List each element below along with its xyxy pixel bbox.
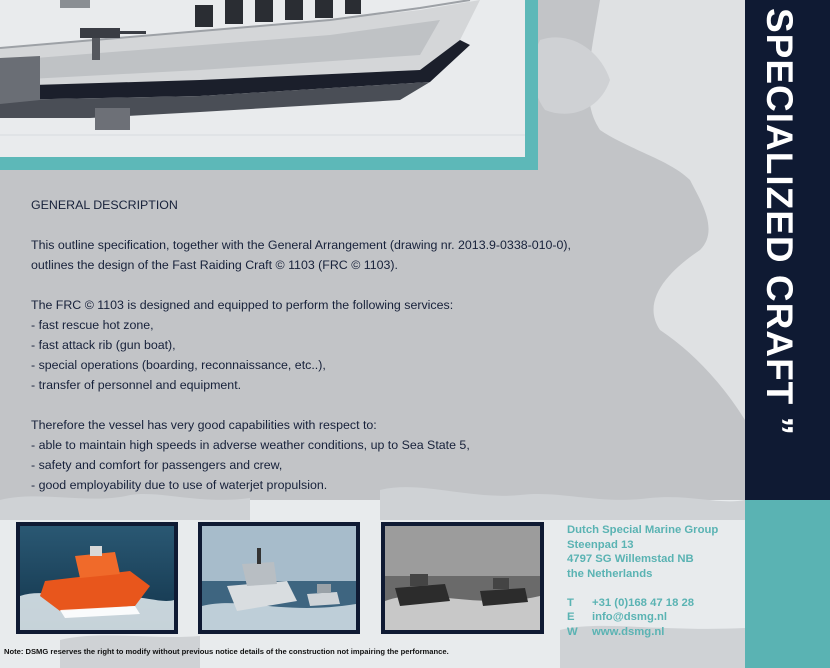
boat-3d-illustration: [0, 0, 525, 157]
orange-rescue-boat-image: [20, 526, 174, 630]
black-white-boats-image: [385, 526, 540, 630]
general-description: [31, 195, 571, 495]
services-intro: The FRC © 1103 is designed and equipped to perform the following services:: [31, 298, 454, 312]
description-heading: GENERAL DESCRIPTION: [31, 198, 178, 212]
service-item: - fast attack rib (gun boat),: [31, 338, 176, 352]
contact-block: [567, 523, 718, 639]
description-intro-line: outlines the design of the Fast Raiding Craft © 1103 (FRC © 1103).: [31, 258, 398, 272]
service-item: - fast rescue hot zone,: [31, 318, 154, 332]
boat-render: [0, 0, 525, 157]
capability-item: - able to maintain high speeds in adverse weather conditions, up to Sea State 5,: [31, 438, 470, 452]
web-label: W: [567, 625, 578, 638]
description-intro-line: This outline specification, together with the General Arrangement (drawing nr. 2013.9-0338-010-0),: [31, 238, 571, 252]
email-link[interactable]: info@dsmg.nl: [592, 611, 668, 623]
email-row: [567, 610, 718, 625]
side-title: SPECIALIZED CRAFT ”: [759, 8, 800, 437]
website-link[interactable]: www.dsmg.nl: [592, 625, 665, 638]
photo-orange-boat: [16, 522, 178, 634]
phone-label: T: [567, 596, 574, 609]
grey-patrol-boats-image: [202, 526, 356, 630]
photo-grey-boats: [198, 522, 360, 634]
service-item: - special operations (boarding, reconnaissance, etc..),: [31, 358, 326, 372]
boat-render-frame: [0, 0, 538, 170]
email-label: E: [567, 611, 575, 623]
capabilities-intro: Therefore the vessel has very good capabilities with respect to:: [31, 418, 377, 432]
photo-bw-boats: [381, 522, 544, 634]
service-item: - transfer of personnel and equipment.: [31, 378, 242, 392]
footer-note: Note: DSMG reserves the right to modify without previous notice details of the construction not impairing the performance.: [4, 647, 449, 656]
address-country: the Netherlands: [567, 567, 653, 580]
side-title-wrap: [745, 0, 830, 500]
web-row: [567, 625, 718, 640]
address-city: 4797 SG Willemstad NB: [567, 553, 694, 565]
phone-row: [567, 596, 718, 611]
capability-item: - safety and comfort for passengers and crew,: [31, 458, 283, 472]
address-street: Steenpad 13: [567, 538, 634, 551]
phone-number: +31 (0)168 47 18 28: [592, 596, 695, 609]
capability-item: - good employability due to use of waterjet propulsion.: [31, 478, 328, 492]
company-name: Dutch Special Marine Group: [567, 524, 719, 536]
